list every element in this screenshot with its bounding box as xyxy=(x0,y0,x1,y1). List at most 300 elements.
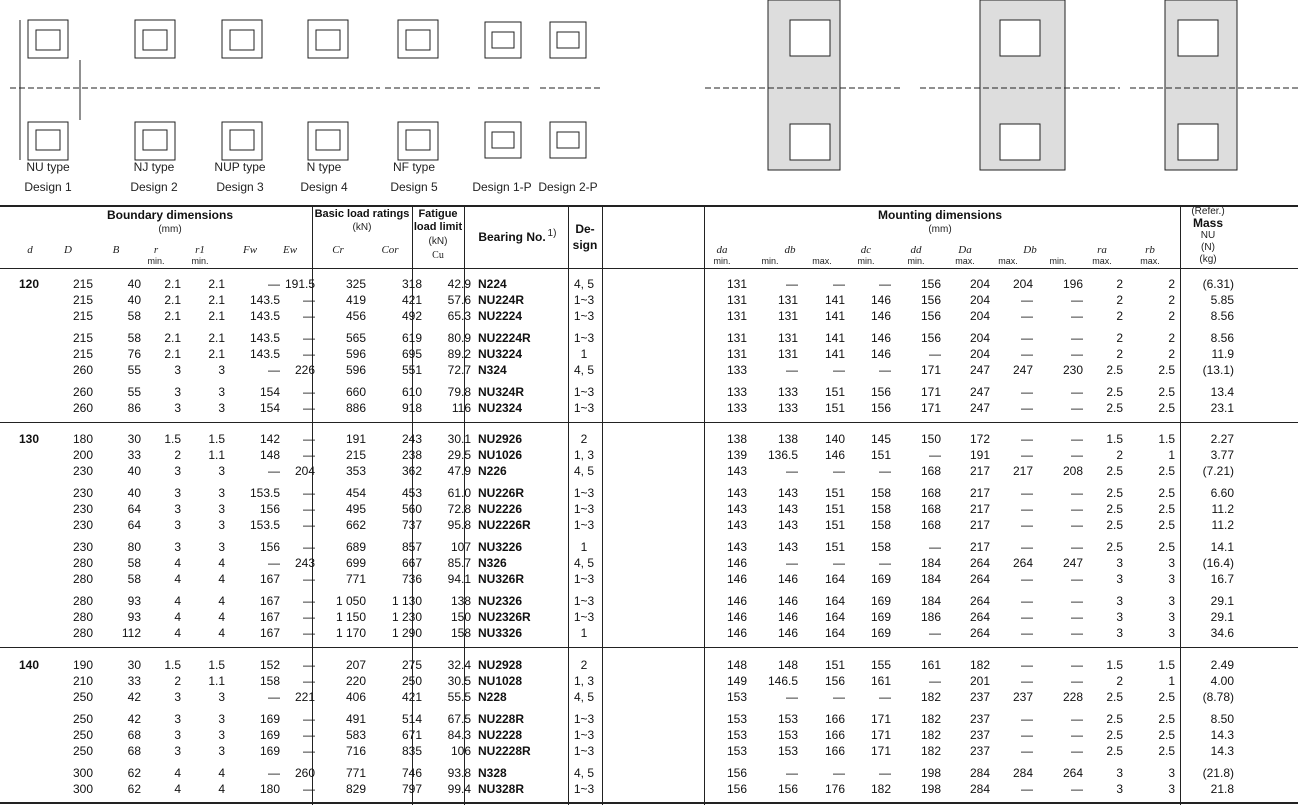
table-cell: — xyxy=(1071,293,1083,307)
table-cell: 771 xyxy=(345,572,366,586)
bearing-number: N324 xyxy=(478,363,507,377)
table-cell: — xyxy=(929,626,941,640)
table-cell: 3 xyxy=(1116,782,1123,796)
design-label: Design 2-P xyxy=(538,180,598,194)
table-cell: 6.60 xyxy=(1210,486,1234,500)
table-cell: 133 xyxy=(726,363,747,377)
table-cell: 3 xyxy=(218,385,225,399)
table-cell: 80 xyxy=(127,540,141,554)
table-cell: — xyxy=(303,448,315,462)
table-cell: — xyxy=(1021,385,1033,399)
table-cell: — xyxy=(1021,347,1033,361)
table-cell: 138 xyxy=(726,432,747,446)
col-header-cr: Cr xyxy=(332,244,344,256)
table-cell: 3 xyxy=(218,464,225,478)
table-cell: 250 xyxy=(72,744,93,758)
table-cell: 145 xyxy=(870,432,891,446)
table-cell: — xyxy=(1071,486,1083,500)
table-cell: 32.4 xyxy=(447,658,471,672)
col-min-label: min. xyxy=(191,256,209,266)
table-cell: 8.50 xyxy=(1210,712,1234,726)
table-cell: 143 xyxy=(777,502,798,516)
table-cell: 158 xyxy=(450,626,471,640)
table-cell: 4 xyxy=(218,594,225,608)
table-cell: 737 xyxy=(401,518,422,532)
table-cell: 143 xyxy=(726,502,747,516)
table-cell: 166 xyxy=(824,712,845,726)
table-cell: 1 290 xyxy=(391,626,422,640)
table-cell: 226 xyxy=(294,363,315,377)
table-cell: 2.5 xyxy=(1158,486,1175,500)
table-cell: — xyxy=(833,464,845,478)
table-cell: — xyxy=(1021,674,1033,688)
table-cell: — xyxy=(1071,626,1083,640)
table-cell: — xyxy=(303,712,315,726)
design-label: Design 3 xyxy=(216,180,264,194)
table-cell: 58 xyxy=(127,556,141,570)
table-cell: 143 xyxy=(726,464,747,478)
table-cell: 2.1 xyxy=(208,347,225,361)
table-cell: 2 xyxy=(1168,347,1175,361)
table-cell: — xyxy=(1021,610,1033,624)
table-cell: 736 xyxy=(401,572,422,586)
table-cell: — xyxy=(1021,658,1033,672)
table-cell: 40 xyxy=(127,293,141,307)
table-cell: — xyxy=(1021,626,1033,640)
table-cell: 243 xyxy=(294,556,315,570)
table-cell: — xyxy=(1071,674,1083,688)
table-cell: 857 xyxy=(401,540,422,554)
table-cell: 139 xyxy=(726,448,747,462)
table-cell: 3 xyxy=(1168,610,1175,624)
table-cell: 2.5 xyxy=(1106,540,1123,554)
table-cell: 671 xyxy=(401,728,422,742)
design-header-2: sign xyxy=(572,238,598,252)
table-cell: (21.8) xyxy=(1202,766,1234,780)
table-cell: 55 xyxy=(127,385,141,399)
table-cell: 2.5 xyxy=(1106,385,1123,399)
table-cell: (16.4) xyxy=(1202,556,1234,570)
table-cell: — xyxy=(303,626,315,640)
table-cell: 138 xyxy=(450,594,471,608)
group-separator xyxy=(0,422,1298,423)
table-cell: 1~3 xyxy=(573,401,595,415)
table-cell: 143 xyxy=(777,540,798,554)
table-cell: 250 xyxy=(401,674,422,688)
table-cell: 64 xyxy=(127,502,141,516)
table-cell: 1 xyxy=(1168,674,1175,688)
table-cell: 1~3 xyxy=(573,782,595,796)
table-cell: 2 xyxy=(1116,309,1123,323)
boundary-header: Boundary dimensions xyxy=(106,208,234,222)
table-cell: 1.5 xyxy=(208,432,225,446)
table-cell: 829 xyxy=(345,782,366,796)
table-cell: 264 xyxy=(969,572,990,586)
table-cell: 2 xyxy=(174,448,181,462)
table-cell: 1~3 xyxy=(573,486,595,500)
type-label: NUP type xyxy=(214,160,266,174)
table-cell: 2 xyxy=(1116,448,1123,462)
table-cell: 143.5 xyxy=(249,347,280,361)
table-cell: — xyxy=(1021,401,1033,415)
bearing-number: NU224R xyxy=(478,293,525,307)
table-cell: 3 xyxy=(1168,782,1175,796)
table-cell: 514 xyxy=(401,712,422,726)
table-cell: 141 xyxy=(824,309,845,323)
table-cell: 4, 5 xyxy=(573,363,594,377)
table-cell: 2.5 xyxy=(1158,363,1175,377)
table-cell: 3 xyxy=(218,518,225,532)
table-cell: 153 xyxy=(726,712,747,726)
table-cell: 151 xyxy=(824,518,845,532)
table-cell: 84.3 xyxy=(447,728,471,742)
table-cell: 168 xyxy=(920,486,941,500)
table-cell: 204 xyxy=(969,347,990,361)
table-cell: — xyxy=(303,385,315,399)
table-cell: 184 xyxy=(920,556,941,570)
table-cell: — xyxy=(303,486,315,500)
design-label: Design 1 xyxy=(24,180,72,194)
table-cell: 217 xyxy=(969,540,990,554)
table-cell: 2.5 xyxy=(1106,690,1123,704)
table-cell: 131 xyxy=(726,277,747,291)
table-cell: 3 xyxy=(218,363,225,377)
table-cell: 79.8 xyxy=(447,385,471,399)
col-header-ew: Ew xyxy=(282,244,298,256)
bearing-number: N228 xyxy=(478,690,507,704)
table-cell: — xyxy=(1021,594,1033,608)
table-cell: 1.1 xyxy=(208,674,225,688)
table-cell: 8.56 xyxy=(1210,331,1234,345)
table-cell: 4 xyxy=(174,594,181,608)
table-cell: 167 xyxy=(259,610,280,624)
bearing-number: NU324R xyxy=(478,385,525,399)
table-cell: — xyxy=(303,347,315,361)
table-cell: 280 xyxy=(72,556,93,570)
table-cell: 171 xyxy=(920,385,941,399)
table-cell: 551 xyxy=(401,363,422,377)
table-cell: 353 xyxy=(345,464,366,478)
table-cell: — xyxy=(929,674,941,688)
table-cell: 280 xyxy=(72,626,93,640)
table-cell: 3 xyxy=(1168,626,1175,640)
table-cell: 264 xyxy=(1062,766,1083,780)
mass-header: Mass xyxy=(1192,216,1224,230)
col-max-label: max. xyxy=(1140,256,1160,266)
table-cell: 1~3 xyxy=(573,331,595,345)
table-cell: 230 xyxy=(1062,363,1083,377)
table-cell: 230 xyxy=(72,540,93,554)
table-cell: 182 xyxy=(870,782,891,796)
table-cell: 180 xyxy=(259,782,280,796)
table-cell: 64 xyxy=(127,518,141,532)
table-cell: 80.9 xyxy=(447,331,471,345)
table-cell: 148 xyxy=(777,658,798,672)
table-cell: 164 xyxy=(824,594,845,608)
table-cell: 3 xyxy=(218,401,225,415)
table-cell: 11.2 xyxy=(1211,518,1234,532)
col-min-label: min. xyxy=(713,256,731,266)
table-cell: 191 xyxy=(969,448,990,462)
table-cell: — xyxy=(786,464,798,478)
table-cell: 560 xyxy=(401,502,422,516)
table-cell: 171 xyxy=(870,712,891,726)
table-cell: 1 230 xyxy=(391,610,422,624)
bearing-number: NU328R xyxy=(478,782,525,796)
table-cell: 146 xyxy=(726,594,747,608)
table-cell: 146 xyxy=(870,347,891,361)
table-cell: 169 xyxy=(870,572,891,586)
table-cell: 1~3 xyxy=(573,728,595,742)
table-cell: — xyxy=(1071,610,1083,624)
table-cell: — xyxy=(1021,432,1033,446)
table-cell: 4 xyxy=(218,556,225,570)
table-cell: 217 xyxy=(969,518,990,532)
table-cell: 215 xyxy=(72,309,93,323)
table-cell: 30 xyxy=(127,432,141,446)
header-bottom-rule xyxy=(0,268,1298,269)
table-cell: 29.1 xyxy=(1210,594,1234,608)
table-cell: 153 xyxy=(726,728,747,742)
table-cell: 230 xyxy=(72,464,93,478)
table-cell: 42.9 xyxy=(447,277,471,291)
table-cell: 1.5 xyxy=(1106,658,1123,672)
table-cell: 250 xyxy=(72,728,93,742)
table-cell: 30.5 xyxy=(447,674,471,688)
table-cell: 3 xyxy=(1168,766,1175,780)
table-cell: 3 xyxy=(1168,572,1175,586)
bore-diameter: 130 xyxy=(18,432,40,446)
table-cell: 191 xyxy=(345,432,366,446)
col-header-rb: rb xyxy=(1145,244,1155,256)
table-cell: 2.49 xyxy=(1210,658,1234,672)
table-cell: 21.8 xyxy=(1210,782,1234,796)
header-top-rule xyxy=(0,205,1298,207)
table-cell: 138 xyxy=(777,432,798,446)
table-cell: 264 xyxy=(969,610,990,624)
table-cell: 158 xyxy=(870,502,891,516)
table-cell: 166 xyxy=(824,728,845,742)
table-cell: 1.5 xyxy=(1158,658,1175,672)
table-cell: 156 xyxy=(726,766,747,780)
table-cell: 93 xyxy=(127,610,141,624)
mounting-unit: (mm) xyxy=(928,224,952,235)
table-cell: 40 xyxy=(127,464,141,478)
table-cell: 237 xyxy=(969,690,990,704)
table-cell: — xyxy=(1071,712,1083,726)
table-cell: 1.5 xyxy=(164,432,181,446)
table-cell: 284 xyxy=(1012,766,1033,780)
table-cell: 230 xyxy=(72,518,93,532)
table-cell: 133 xyxy=(777,401,798,415)
table-cell: — xyxy=(303,610,315,624)
table-cell: 16.7 xyxy=(1210,572,1234,586)
table-cell: — xyxy=(303,674,315,688)
table-cell: 215 xyxy=(72,331,93,345)
table-cell: 3 xyxy=(174,540,181,554)
type-label: NU type xyxy=(26,160,70,174)
table-cell: — xyxy=(1071,744,1083,758)
table-cell: 215 xyxy=(72,277,93,291)
table-cell: 11.2 xyxy=(1211,502,1234,516)
table-cell: 3 xyxy=(1116,766,1123,780)
table-cell: — xyxy=(303,309,315,323)
table-cell: 1~3 xyxy=(573,610,595,624)
table-cell: 133 xyxy=(726,385,747,399)
table-cell: 133 xyxy=(726,401,747,415)
table-cell: — xyxy=(786,277,798,291)
table-cell: — xyxy=(1071,594,1083,608)
table-cell: 1.5 xyxy=(164,658,181,672)
table-cell: 14.1 xyxy=(1210,540,1234,554)
table-cell: 2.1 xyxy=(208,331,225,345)
table-cell: 151 xyxy=(824,486,845,500)
table-cell: 153 xyxy=(726,690,747,704)
table-cell: 29.5 xyxy=(447,448,471,462)
table-cell: — xyxy=(303,728,315,742)
table-cell: 3 xyxy=(174,712,181,726)
table-cell: — xyxy=(1021,782,1033,796)
table-cell: 166 xyxy=(824,744,845,758)
table-cell: 106 xyxy=(450,744,471,758)
table-cell: 1.5 xyxy=(208,658,225,672)
table-cell: 153 xyxy=(777,712,798,726)
table-cell: 2.5 xyxy=(1158,518,1175,532)
table-cell: 143.5 xyxy=(249,331,280,345)
table-cell: 3 xyxy=(174,486,181,500)
design-label: Design 5 xyxy=(390,180,438,194)
table-cell: 2 xyxy=(1116,674,1123,688)
bearing-number: NU1026 xyxy=(478,448,523,462)
table-cell: 65.3 xyxy=(447,309,471,323)
table-cell: 94.1 xyxy=(447,572,471,586)
table-cell: 184 xyxy=(920,594,941,608)
col-header-ra: ra xyxy=(1097,244,1107,256)
table-cell: 1 130 xyxy=(391,594,422,608)
table-cell: — xyxy=(303,432,315,446)
col-max-label: max. xyxy=(998,256,1018,266)
table-cell: — xyxy=(833,766,845,780)
table-cell: 3 xyxy=(1116,572,1123,586)
table-cell: 146 xyxy=(870,293,891,307)
table-cell: 93.8 xyxy=(447,766,471,780)
table-cell: 215 xyxy=(345,448,366,462)
table-cell: 156 xyxy=(777,782,798,796)
table-cell: 131 xyxy=(726,331,747,345)
table-cell: 3 xyxy=(218,712,225,726)
table-cell: 746 xyxy=(401,766,422,780)
table-cell: — xyxy=(268,464,280,478)
table-cell: 153.5 xyxy=(249,518,280,532)
table-cell: 797 xyxy=(401,782,422,796)
table-cell: 190 xyxy=(72,658,93,672)
table-cell: 182 xyxy=(969,658,990,672)
col-max-label: max. xyxy=(955,256,975,266)
table-cell: 3 xyxy=(1168,594,1175,608)
mass-unit: (kg) xyxy=(1199,254,1217,265)
table-cell: 217 xyxy=(969,486,990,500)
table-cell: 30.1 xyxy=(447,432,471,446)
table-cell: 158 xyxy=(259,674,280,688)
table-cell: 2 xyxy=(1116,293,1123,307)
table-cell: 3 xyxy=(1116,556,1123,570)
col-header-r: r xyxy=(153,244,159,256)
table-cell: 169 xyxy=(259,712,280,726)
table-cell: 8.56 xyxy=(1210,309,1234,323)
table-cell: — xyxy=(1021,331,1033,345)
table-cell: 42 xyxy=(127,690,141,704)
table-cell: 3 xyxy=(218,728,225,742)
table-cell: 169 xyxy=(870,626,891,640)
table-cell: 164 xyxy=(824,626,845,640)
table-cell: — xyxy=(879,766,891,780)
mounting-header: Mounting dimensions xyxy=(878,208,1002,222)
table-cell: 4 xyxy=(218,572,225,586)
table-cell: 171 xyxy=(920,401,941,415)
table-cell: 146 xyxy=(870,309,891,323)
table-cell: 131 xyxy=(777,347,798,361)
table-cell: 1 150 xyxy=(335,610,366,624)
table-cell: 4 xyxy=(218,782,225,796)
table-cell: 86 xyxy=(127,401,141,415)
col-sep xyxy=(704,206,705,805)
table-cell: 136.5 xyxy=(767,448,798,462)
col-header-dd: dd xyxy=(910,244,922,256)
table-cell: 264 xyxy=(969,594,990,608)
col-header-cor: Cor xyxy=(381,244,399,256)
table-cell: 55.5 xyxy=(447,690,471,704)
table-cell: 200 xyxy=(72,448,93,462)
table-cell: 2.1 xyxy=(164,347,181,361)
table-cell: — xyxy=(1071,331,1083,345)
table-cell: 3 xyxy=(174,690,181,704)
table-cell: 247 xyxy=(969,363,990,377)
table-cell: 89.2 xyxy=(447,347,471,361)
table-cell: 2 xyxy=(580,432,588,446)
table-cell: 143 xyxy=(726,540,747,554)
bearing-diagrams xyxy=(0,0,1298,205)
table-cell: 238 xyxy=(401,448,422,462)
table-cell: 835 xyxy=(401,744,422,758)
table-cell: 4 xyxy=(174,626,181,640)
table-cell: 4, 5 xyxy=(573,277,594,291)
col-min-label: min. xyxy=(147,256,165,266)
design-label: Design 1-P xyxy=(472,180,532,194)
bearing-number: NU2926 xyxy=(478,432,523,446)
mass-nu: NU xyxy=(1200,230,1216,241)
table-cell: 2.5 xyxy=(1158,540,1175,554)
table-cell: 40 xyxy=(127,277,141,291)
table-cell: 131 xyxy=(777,331,798,345)
table-cell: 95.8 xyxy=(447,518,471,532)
table-cell: 660 xyxy=(345,385,366,399)
table-cell: 495 xyxy=(345,502,366,516)
col-max-label: max. xyxy=(812,256,832,266)
table-cell: 2.5 xyxy=(1106,502,1123,516)
table-cell: 14.3 xyxy=(1210,728,1234,742)
table-cell: 23.1 xyxy=(1210,401,1234,415)
table-cell: 133 xyxy=(777,385,798,399)
table-cell: (8.78) xyxy=(1202,690,1234,704)
table-cell: 182 xyxy=(920,690,941,704)
table-cell: 156 xyxy=(920,277,941,291)
table-cell: 156 xyxy=(259,502,280,516)
table-cell: — xyxy=(879,556,891,570)
table-cell: — xyxy=(303,572,315,586)
table-cell: — xyxy=(303,782,315,796)
table-cell: 2.1 xyxy=(208,309,225,323)
table-cell: 148 xyxy=(259,448,280,462)
